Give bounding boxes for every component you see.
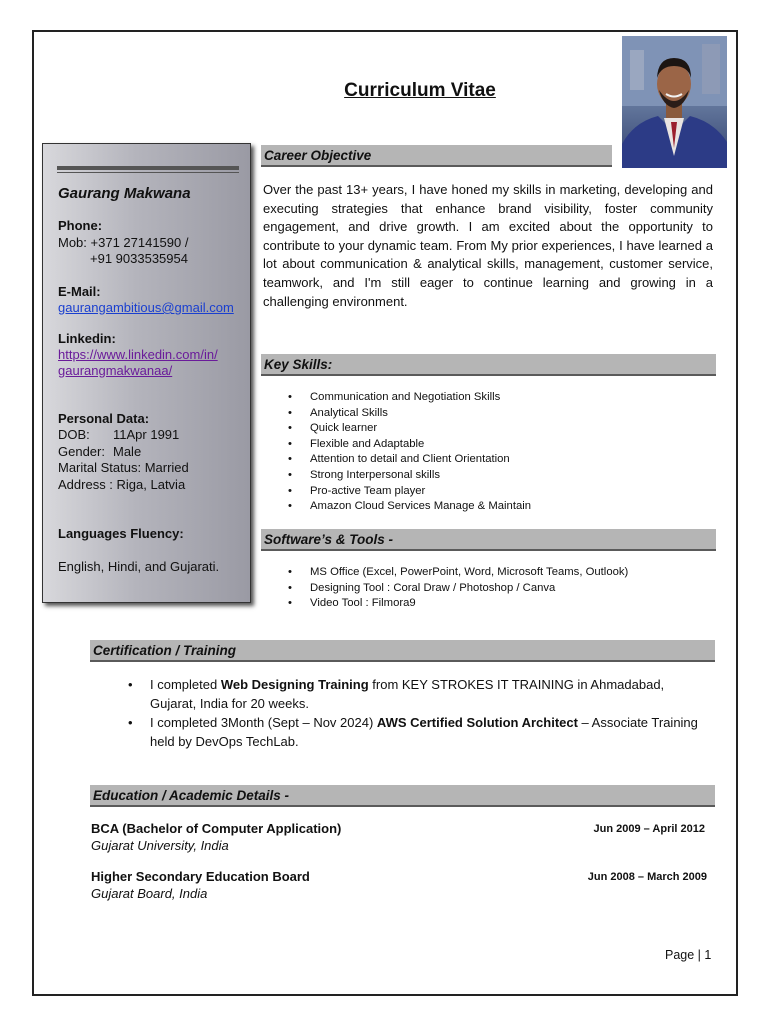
phone-label: Phone:: [58, 218, 103, 233]
phone-line-2: +91 9033535954: [90, 251, 188, 266]
certification-list: [126, 675, 701, 751]
linkedin-label: Linkedin:: [58, 331, 116, 346]
languages-value: English, Hindi, and Gujarati.: [58, 559, 220, 574]
profile-photo: [622, 36, 727, 168]
sidebar-divider-thin: [57, 172, 239, 173]
email-label: E-Mail:: [58, 284, 101, 299]
gender-value: Male: [113, 444, 142, 459]
contact-sidebar: [42, 143, 251, 603]
career-objective-heading: Career Objective: [261, 145, 612, 167]
cert-course-name: AWS Certified Solution Architect: [376, 715, 578, 730]
cert-text: I completed: [150, 677, 221, 692]
person-portrait-icon: [622, 36, 727, 168]
dob-value: 11Apr 1991: [113, 427, 180, 442]
list-item: • Analytical Skills: [286, 406, 531, 422]
address: Address : Riga, Latvia: [58, 477, 186, 492]
list-item: • Attention to detail and Client Orientation: [286, 452, 531, 468]
page-title: Curriculum Vitae: [344, 80, 496, 101]
list-item: • Designing Tool : Coral Draw / Photoshop / Canva: [286, 581, 628, 597]
marital-status: Marital Status: Married: [58, 460, 189, 475]
list-item: • Pro-active Team player: [286, 484, 531, 500]
education-degree: BCA (Bachelor of Computer Application): [91, 821, 342, 836]
education-dates: Jun 2008 – March 2009: [587, 871, 707, 883]
phone-line-1: Mob: +371 27141590 /: [58, 235, 189, 250]
education-heading: Education / Academic Details -: [90, 785, 715, 807]
email-link[interactable]: gaurangambitious@gmail.com: [58, 300, 234, 315]
education-dates: Jun 2009 – April 2012: [593, 823, 705, 835]
personal-data-label: Personal Data:: [58, 411, 150, 426]
list-item: • Amazon Cloud Services Manage & Maintain: [286, 499, 531, 515]
key-skills-list: [286, 390, 531, 515]
list-item: • Quick learner: [286, 421, 531, 437]
list-item: • Video Tool : Filmora9: [286, 596, 628, 612]
certification-item: [126, 675, 701, 713]
certification-item: [126, 713, 701, 751]
linkedin-link-part-1[interactable]: https://www.linkedin.com/in/: [58, 347, 218, 362]
dob-label: DOB:: [58, 427, 90, 442]
education-institution: Gujarat University, India: [91, 838, 229, 853]
education-degree: Higher Secondary Education Board: [91, 869, 310, 884]
page-number: Page | 1: [665, 948, 712, 962]
key-skills-heading: Key Skills:: [261, 354, 716, 376]
candidate-name: Gaurang Makwana: [58, 185, 191, 202]
sidebar-divider: [57, 166, 239, 170]
cert-text: – Associate Training held by DevOps TechLab.: [150, 715, 698, 749]
cert-text: from KEY STROKES IT TRAINING in Ahmadabad, Gujarat, India for 20 weeks.: [150, 677, 665, 711]
software-tools-heading: Software’s & Tools -: [261, 529, 716, 551]
education-institution: Gujarat Board, India: [91, 886, 208, 901]
languages-label: Languages Fluency:: [58, 526, 184, 541]
linkedin-link-part-2[interactable]: gaurangmakwanaa/: [58, 363, 173, 378]
cert-course-name: Web Designing Training: [220, 677, 369, 692]
certification-heading: Certification / Training: [90, 640, 715, 662]
list-item: • Flexible and Adaptable: [286, 437, 531, 453]
list-item: • MS Office (Excel, PowerPoint, Word, Microsoft Teams, Outlook): [286, 565, 628, 581]
gender-label: Gender:: [58, 444, 105, 459]
career-objective-text: Over the past 13+ years, I have honed my skills in marketing, developing and executing strategies that enhance brand visibility, foster community engagement, and drive growth. I am excited about the opportunity to contribute to your dynamic team. From My prior experiences, I have learned a lot about communication & analytical skills, management, customer service, teamwork, and I'm still eager to continue learning and growing in a challenging environment.: [263, 182, 713, 309]
cert-text: I completed 3Month (Sept – Nov 2024): [150, 715, 377, 730]
list-item: • Communication and Negotiation Skills: [286, 390, 531, 406]
software-tools-list: [286, 565, 628, 612]
list-item: • Strong Interpersonal skills: [286, 468, 531, 484]
